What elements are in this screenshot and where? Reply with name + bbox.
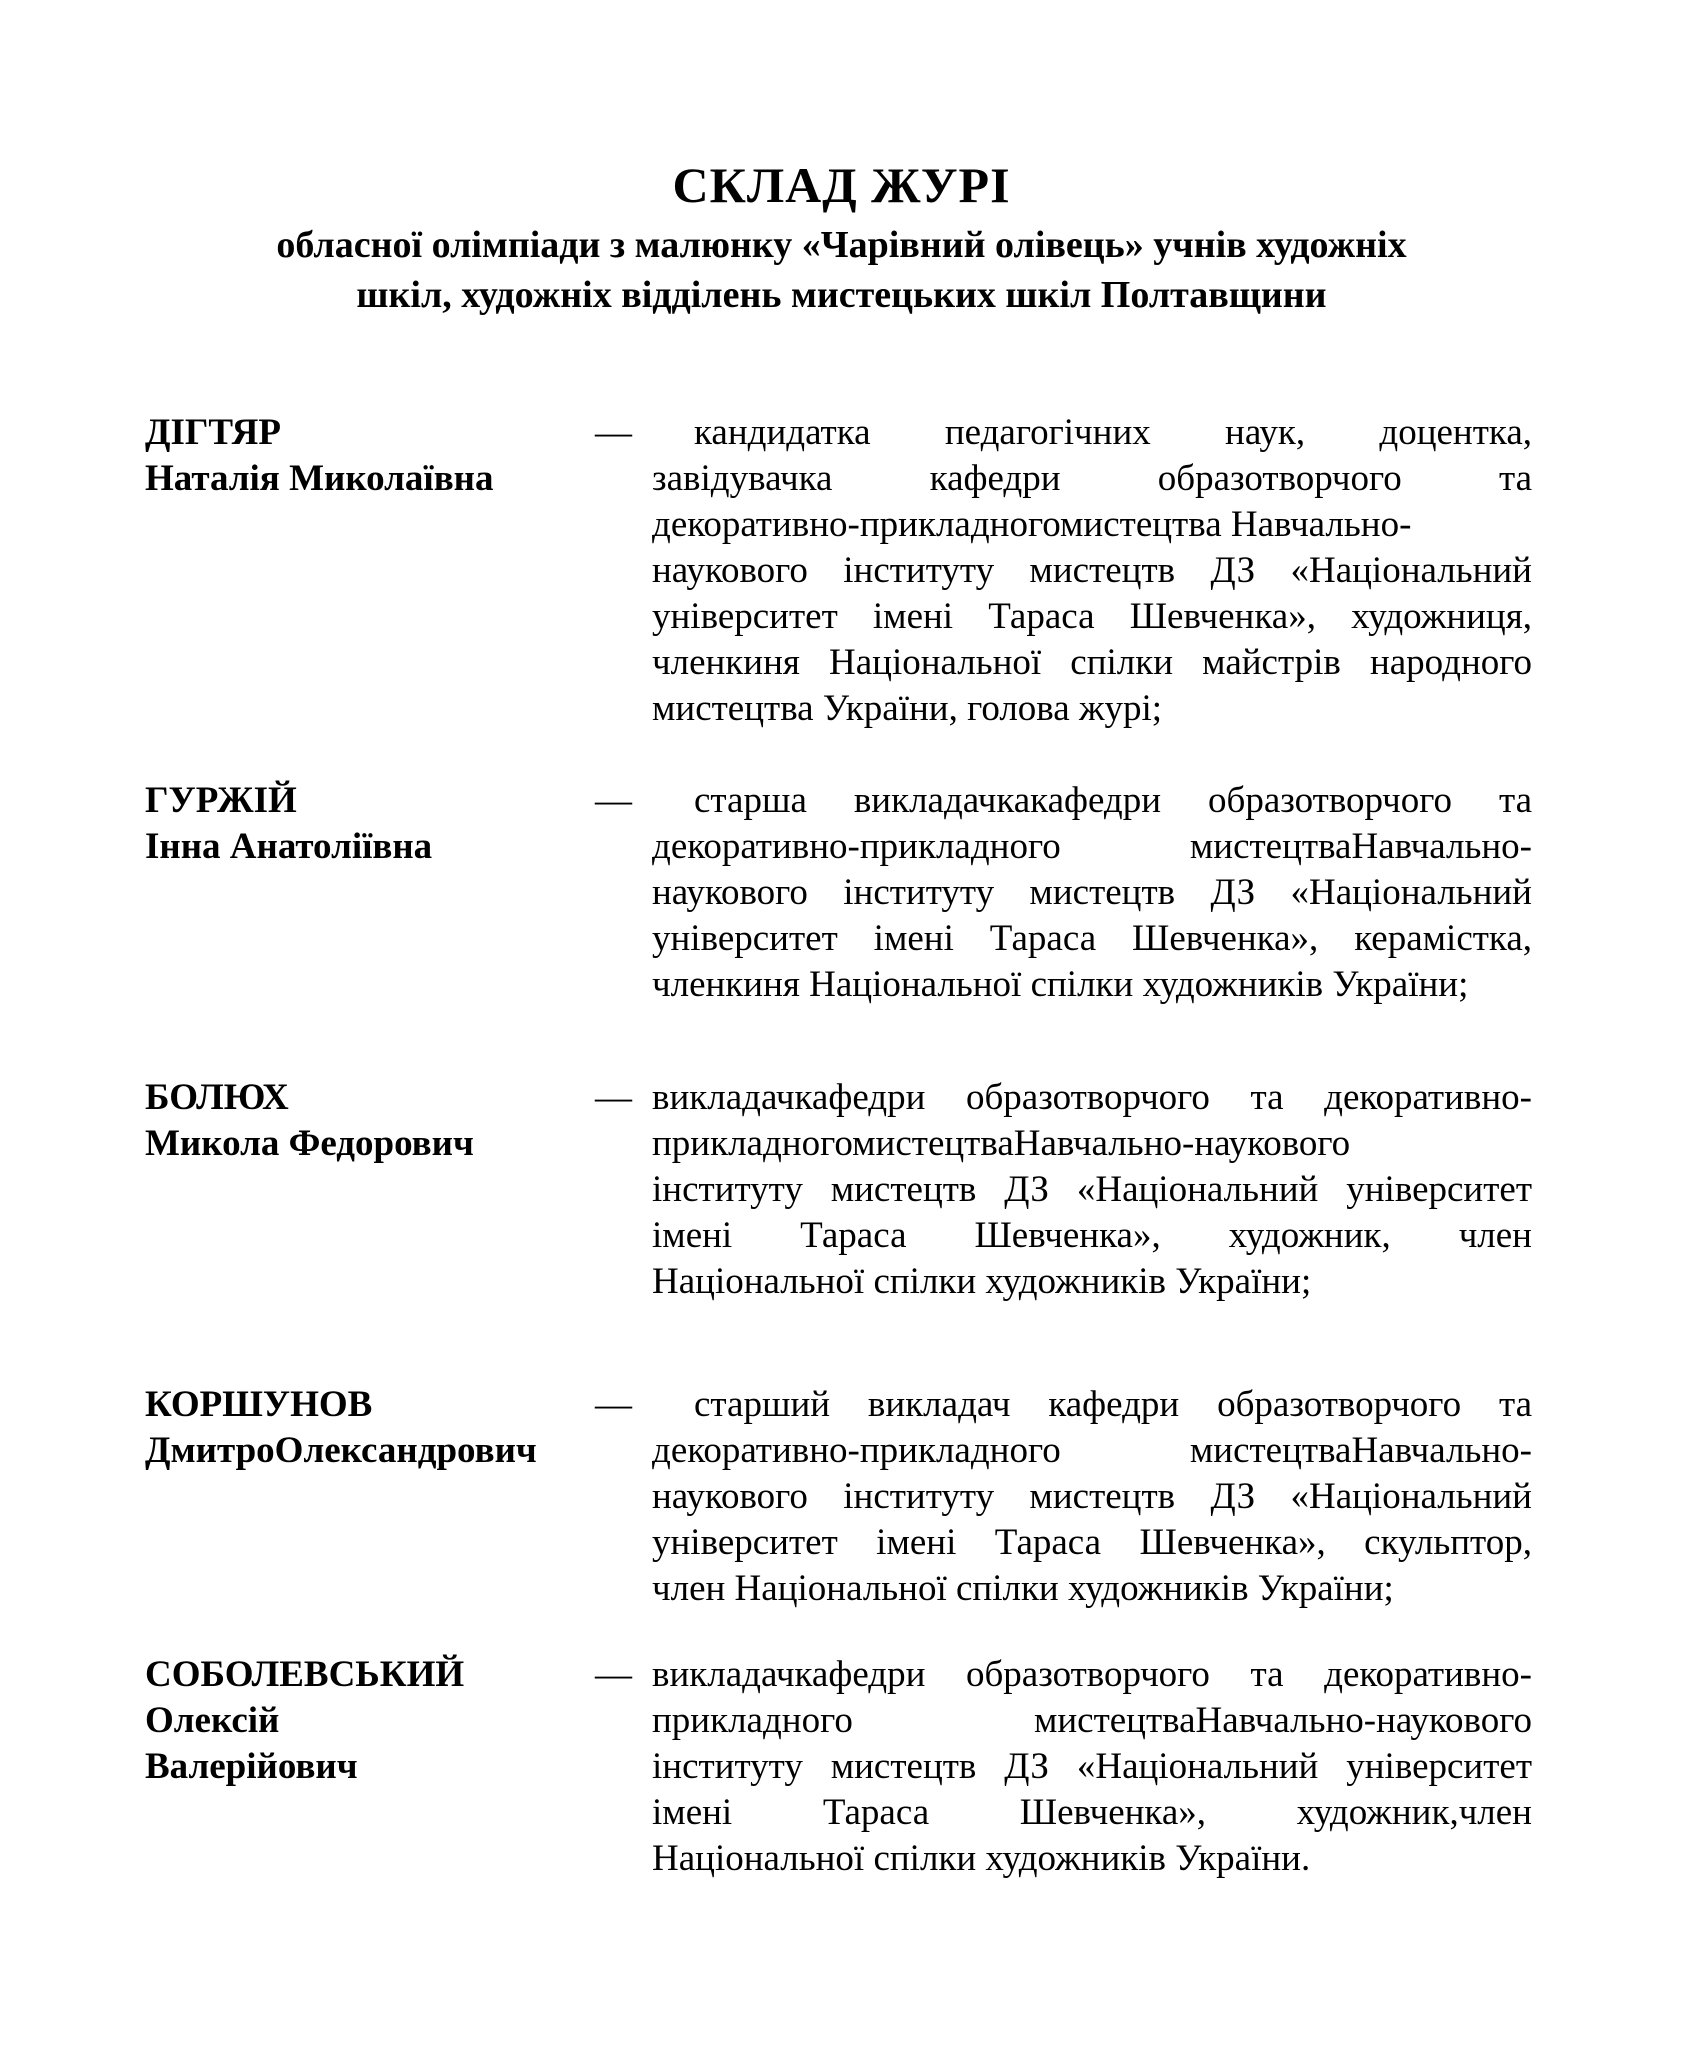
separator-dash: — xyxy=(595,1384,632,1425)
description-line: декоративно-прикладногомистецтва Навчально- xyxy=(652,504,1412,545)
description-line: Національної спілки художників України; xyxy=(652,1261,1312,1302)
description-line: старша викладачкакафедри образотворчого та xyxy=(694,780,1532,821)
description-line: член Національної спілки художників України; xyxy=(652,1568,1394,1609)
separator-dash: — xyxy=(595,412,632,453)
member-name xyxy=(145,1652,595,1790)
member-surname: ДІГТЯР xyxy=(145,412,281,453)
document-subtitle xyxy=(0,220,1683,320)
member-given-name: Інна Анатоліївна xyxy=(145,826,433,867)
description-line: прикладногомистецтваНавчально-наукового xyxy=(652,1123,1351,1164)
description-line: наукового інституту мистецтв ДЗ «Національний xyxy=(652,1476,1532,1517)
member-description xyxy=(652,1075,1532,1305)
description-line: університет імені Тараса Шевченка», художниця, xyxy=(652,596,1532,637)
member-name xyxy=(145,778,595,870)
description-line: університет імені Тараса Шевченка», керамістка, xyxy=(652,918,1532,959)
member-name xyxy=(145,1075,595,1167)
member-description xyxy=(652,410,1532,732)
document-title: СКЛАД ЖУРІ xyxy=(672,157,1011,213)
member-name xyxy=(145,1382,595,1474)
member-given-name: Микола Федорович xyxy=(145,1123,474,1164)
member-description xyxy=(652,1652,1532,1882)
description-line: завідувачка кафедри образотворчого та xyxy=(652,458,1532,499)
description-line: університет імені Тараса Шевченка», скульптор, xyxy=(652,1522,1532,1563)
description-line: наукового інституту мистецтв ДЗ «Національний xyxy=(652,872,1532,913)
description-line: інституту мистецтв ДЗ «Національний університет xyxy=(652,1169,1532,1210)
description-line: декоративно-прикладного мистецтваНавчально- xyxy=(652,1430,1532,1471)
separator-dash: — xyxy=(595,1077,632,1118)
member-surname: ГУРЖІЙ xyxy=(145,780,297,821)
member-given-name: Олексій xyxy=(145,1700,280,1741)
description-line: старший викладач кафедри образотворчого та xyxy=(694,1384,1532,1425)
description-line: декоративно-прикладного мистецтваНавчально- xyxy=(652,826,1532,867)
member-surname: БОЛЮХ xyxy=(145,1077,289,1118)
description-line: членкиня Національної спілки майстрів народного xyxy=(652,642,1532,683)
member-given-name: ДмитроОлександрович xyxy=(145,1430,537,1471)
member-given-name: Наталія Миколаївна xyxy=(145,458,494,499)
subtitle-line: шкіл, художніх відділень мистецьких шкіл Полтавщини xyxy=(356,274,1327,316)
member-surname: КОРШУНОВ xyxy=(145,1384,373,1425)
member-description xyxy=(652,778,1532,1008)
member-surname: СОБОЛЕВСЬКИЙ xyxy=(145,1654,465,1695)
description-line: наукового інституту мистецтв ДЗ «Національний xyxy=(652,550,1532,591)
description-line: мистецтва України, голова журі; xyxy=(652,688,1163,729)
member-description xyxy=(652,1382,1532,1612)
member-name xyxy=(145,410,595,502)
description-line: інституту мистецтв ДЗ «Національний університет xyxy=(652,1746,1532,1787)
description-line: імені Тараса Шевченка», художник, член xyxy=(652,1215,1532,1256)
separator-dash: — xyxy=(595,780,632,821)
description-line: кандидатка педагогічних наук, доцентка, xyxy=(694,412,1532,453)
description-line: викладачкафедри образотворчого та декоративно- xyxy=(652,1077,1532,1118)
description-line: імені Тараса Шевченка», художник,член xyxy=(652,1792,1532,1833)
member-given-name: Валерійович xyxy=(145,1746,358,1787)
description-line: Національної спілки художників України. xyxy=(652,1838,1311,1879)
description-line: викладачкафедри образотворчого та декоративно- xyxy=(652,1654,1532,1695)
separator-dash: — xyxy=(595,1654,632,1695)
subtitle-line: обласної олімпіади з малюнку «Чарівний олівець» учнів художніх xyxy=(276,224,1407,266)
description-line: членкиня Національної спілки художників України; xyxy=(652,964,1469,1005)
description-line: прикладного мистецтваНавчально-наукового xyxy=(652,1700,1532,1741)
